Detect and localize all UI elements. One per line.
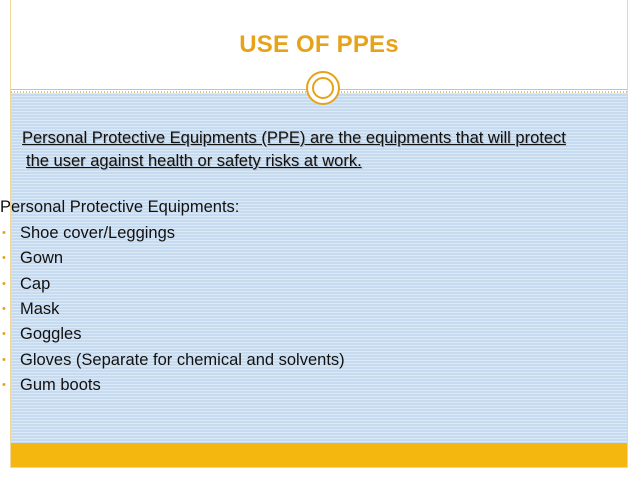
list-item-text: Shoe cover/Leggings bbox=[20, 224, 176, 243]
intro-paragraph bbox=[22, 127, 622, 173]
list-item bbox=[2, 297, 345, 322]
list-item-text: Cap bbox=[20, 274, 51, 293]
list-item-text: Goggles bbox=[20, 325, 82, 344]
footer-bar bbox=[11, 443, 627, 467]
list-item-text: Gum boots bbox=[20, 375, 101, 394]
list-item-text: Gown bbox=[20, 249, 64, 268]
bullet-icon: • bbox=[2, 328, 6, 341]
bullet-icon: • bbox=[2, 303, 6, 316]
bullet-icon: • bbox=[2, 378, 6, 391]
list-item bbox=[2, 272, 345, 297]
list-item bbox=[2, 246, 345, 271]
bullet-icon: • bbox=[2, 277, 6, 290]
list-item bbox=[2, 221, 345, 246]
bullet-icon: • bbox=[2, 227, 6, 240]
bullet-icon: • bbox=[2, 353, 6, 366]
intro-line-2: the user against health or safety risks at work. bbox=[26, 152, 362, 170]
double-circle-ornament-icon bbox=[306, 71, 340, 105]
bullet-icon: • bbox=[2, 252, 6, 265]
intro-line-1: Personal Protective Equipments (PPE) are the equipments that will protect bbox=[22, 129, 566, 147]
ppe-list bbox=[2, 221, 345, 398]
list-item bbox=[2, 322, 345, 347]
list-heading: Personal Protective Equipments: bbox=[0, 198, 240, 216]
list-item bbox=[2, 347, 345, 372]
list-item bbox=[2, 373, 345, 398]
slide-title: USE OF PPEs bbox=[239, 31, 399, 58]
list-item-text: Gloves (Separate for chemical and solvents) bbox=[20, 350, 345, 369]
list-item-text: Mask bbox=[20, 300, 60, 319]
